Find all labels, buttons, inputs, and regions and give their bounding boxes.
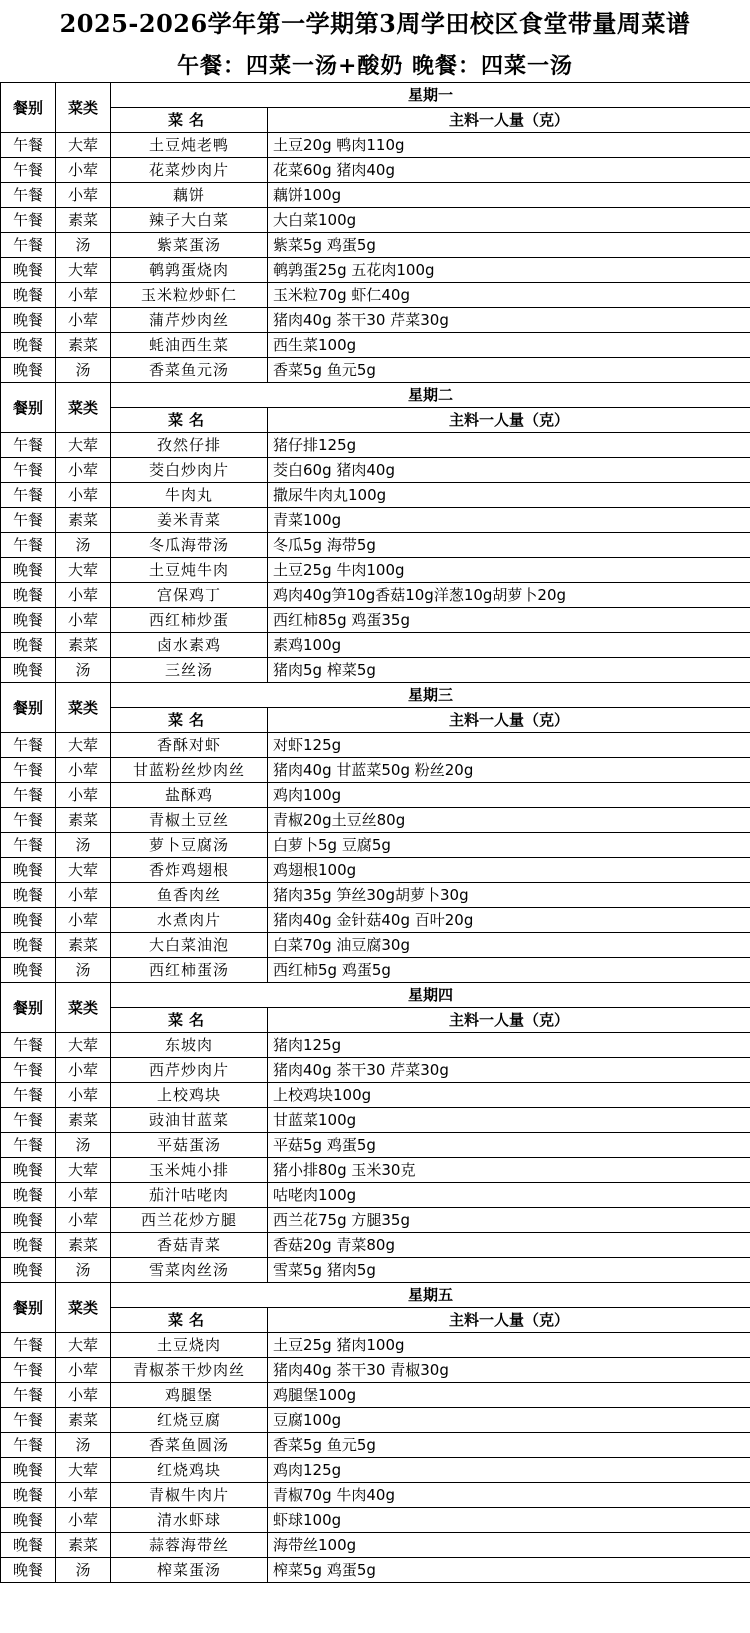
- meal-cell: 晚餐: [1, 858, 56, 883]
- category-cell: 小荤: [56, 583, 111, 608]
- dish-name-cell: 西红柿蛋汤: [111, 958, 268, 983]
- column-header-row: [1, 1308, 750, 1333]
- dish-column-header: 菜名: [111, 408, 268, 433]
- ingredients-cell: 对虾125g: [268, 733, 750, 758]
- ingredients-cell: 西兰花75g 方腿35g: [268, 1208, 750, 1233]
- table-row: [1, 958, 750, 983]
- dish-name-cell: 萝卜豆腐汤: [111, 833, 268, 858]
- dish-name-cell: 香菇青菜: [111, 1233, 268, 1258]
- category-cell: 小荤: [56, 758, 111, 783]
- day-heading: 星期二: [111, 383, 750, 408]
- meal-cell: 午餐: [1, 1383, 56, 1408]
- dish-name-cell: 冬瓜海带汤: [111, 533, 268, 558]
- dish-name-cell: 宫保鸡丁: [111, 583, 268, 608]
- ingredients-cell: 鸡肉125g: [268, 1458, 750, 1483]
- ingredients-cell: 西红柿5g 鸡蛋5g: [268, 958, 750, 983]
- category-cell: 素菜: [56, 1408, 111, 1433]
- dish-name-cell: 盐酥鸡: [111, 783, 268, 808]
- meal-cell: 午餐: [1, 1358, 56, 1383]
- meal-cell: 午餐: [1, 758, 56, 783]
- table-row: [1, 158, 750, 183]
- dish-name-cell: 红烧鸡块: [111, 1458, 268, 1483]
- dish-name-cell: 香菜鱼圆汤: [111, 1433, 268, 1458]
- ingredients-cell: 猪肉40g 茶干30 芹菜30g: [268, 1058, 750, 1083]
- dish-column-header: 菜名: [111, 708, 268, 733]
- dish-name-cell: 东坡肉: [111, 1033, 268, 1058]
- ingredients-cell: 青椒20g土豆丝80g: [268, 808, 750, 833]
- table-row: [1, 608, 750, 633]
- category-cell: 素菜: [56, 508, 111, 533]
- ingredients-cell: 西生菜100g: [268, 333, 750, 358]
- meal-cell: 午餐: [1, 1108, 56, 1133]
- meal-cell: 午餐: [1, 783, 56, 808]
- meal-cell: 晚餐: [1, 1208, 56, 1233]
- table-row: [1, 1258, 750, 1283]
- table-row: [1, 1133, 750, 1158]
- table-row: [1, 883, 750, 908]
- meal-cell: 午餐: [1, 808, 56, 833]
- ingredients-cell: 榨菜5g 鸡蛋5g: [268, 1558, 750, 1583]
- meal-column-header: 餐别: [1, 983, 56, 1033]
- ingredients-cell: 猪肉40g 金针菇40g 百叶20g: [268, 908, 750, 933]
- table-row: [1, 533, 750, 558]
- day-header-row: [1, 383, 750, 408]
- category-column-header: 菜类: [56, 83, 111, 133]
- dish-name-cell: 红烧豆腐: [111, 1408, 268, 1433]
- category-cell: 汤: [56, 1558, 111, 1583]
- dish-name-cell: 大白菜油泡: [111, 933, 268, 958]
- meal-cell: 晚餐: [1, 1533, 56, 1558]
- table-row: [1, 1108, 750, 1133]
- dish-name-cell: 玉米粒炒虾仁: [111, 283, 268, 308]
- meal-column-header: 餐别: [1, 1283, 56, 1333]
- meal-cell: 午餐: [1, 433, 56, 458]
- category-cell: 小荤: [56, 283, 111, 308]
- category-cell: 小荤: [56, 158, 111, 183]
- meal-cell: 午餐: [1, 133, 56, 158]
- dish-name-cell: 辣子大白菜: [111, 208, 268, 233]
- category-cell: 小荤: [56, 1383, 111, 1408]
- ingredients-cell: 土豆20g 鸭肉110g: [268, 133, 750, 158]
- category-cell: 大荤: [56, 1458, 111, 1483]
- meal-cell: 晚餐: [1, 333, 56, 358]
- ingredients-cell: 鹌鹑蛋25g 五花肉100g: [268, 258, 750, 283]
- category-cell: 素菜: [56, 1533, 111, 1558]
- meal-cell: 晚餐: [1, 908, 56, 933]
- table-row: [1, 1033, 750, 1058]
- dish-name-cell: 孜然仔排: [111, 433, 268, 458]
- dish-name-cell: 蒲芹炒肉丝: [111, 308, 268, 333]
- meal-cell: 午餐: [1, 483, 56, 508]
- ingredients-cell: 鸡腿堡100g: [268, 1383, 750, 1408]
- dish-name-cell: 鸡腿堡: [111, 1383, 268, 1408]
- dish-name-cell: 榨菜蛋汤: [111, 1558, 268, 1583]
- ingredients-cell: 青菜100g: [268, 508, 750, 533]
- category-cell: 汤: [56, 533, 111, 558]
- table-row: [1, 783, 750, 808]
- category-cell: 素菜: [56, 208, 111, 233]
- page-title: 2025-2026学年第一学期第3周学田校区食堂带量周菜谱: [59, 8, 691, 38]
- table-row: [1, 1083, 750, 1108]
- dish-name-cell: 藕饼: [111, 183, 268, 208]
- ingredients-column-header: 主料一人量（克）: [268, 1008, 750, 1033]
- category-cell: 素菜: [56, 933, 111, 958]
- dish-name-cell: 水煮肉片: [111, 908, 268, 933]
- dish-name-cell: 青椒牛肉片: [111, 1483, 268, 1508]
- ingredients-cell: 虾球100g: [268, 1508, 750, 1533]
- dish-name-cell: 上校鸡块: [111, 1083, 268, 1108]
- category-cell: 小荤: [56, 608, 111, 633]
- dish-name-cell: 紫菜蛋汤: [111, 233, 268, 258]
- dish-name-cell: 香菜鱼元汤: [111, 358, 268, 383]
- ingredients-cell: 猪肉40g 茶干30 青椒30g: [268, 1358, 750, 1383]
- meal-cell: 晚餐: [1, 308, 56, 333]
- category-cell: 素菜: [56, 333, 111, 358]
- ingredients-cell: 鸡翅根100g: [268, 858, 750, 883]
- table-row: [1, 1358, 750, 1383]
- ingredients-cell: 猪肉35g 笋丝30g胡萝卜30g: [268, 883, 750, 908]
- table-row: [1, 433, 750, 458]
- table-row: [1, 1483, 750, 1508]
- category-cell: 大荤: [56, 133, 111, 158]
- dish-name-cell: 清水虾球: [111, 1508, 268, 1533]
- dish-name-cell: 青椒土豆丝: [111, 808, 268, 833]
- meal-column-header: 餐别: [1, 383, 56, 433]
- dish-name-cell: 蒜蓉海带丝: [111, 1533, 268, 1558]
- dish-name-cell: 西红柿炒蛋: [111, 608, 268, 633]
- ingredients-cell: 花菜60g 猪肉40g: [268, 158, 750, 183]
- ingredients-cell: 猪肉40g 甘蓝菜50g 粉丝20g: [268, 758, 750, 783]
- ingredients-cell: 猪肉40g 茶干30 芹菜30g: [268, 308, 750, 333]
- category-cell: 小荤: [56, 483, 111, 508]
- table-row: [1, 633, 750, 658]
- category-cell: 小荤: [56, 1358, 111, 1383]
- table-row: [1, 1233, 750, 1258]
- table-row: [1, 1333, 750, 1358]
- category-cell: 汤: [56, 233, 111, 258]
- category-cell: 汤: [56, 833, 111, 858]
- ingredients-cell: 豆腐100g: [268, 1408, 750, 1433]
- table-row: [1, 558, 750, 583]
- table-row: [1, 1183, 750, 1208]
- table-row: [1, 1433, 750, 1458]
- dish-name-cell: 卤水素鸡: [111, 633, 268, 658]
- table-row: [1, 1158, 750, 1183]
- meal-column-header: 餐别: [1, 683, 56, 733]
- dish-name-cell: 土豆烧肉: [111, 1333, 268, 1358]
- ingredients-column-header: 主料一人量（克）: [268, 408, 750, 433]
- meal-cell: 晚餐: [1, 1558, 56, 1583]
- dish-column-header: 菜名: [111, 1308, 268, 1333]
- table-row: [1, 1408, 750, 1433]
- meal-cell: 晚餐: [1, 258, 56, 283]
- ingredients-cell: 猪肉5g 榨菜5g: [268, 658, 750, 683]
- category-cell: 小荤: [56, 1508, 111, 1533]
- dish-name-cell: 花菜炒肉片: [111, 158, 268, 183]
- dish-name-cell: 鹌鹑蛋烧肉: [111, 258, 268, 283]
- meal-cell: 晚餐: [1, 558, 56, 583]
- meal-cell: 晚餐: [1, 633, 56, 658]
- column-header-row: [1, 1008, 750, 1033]
- meal-cell: 午餐: [1, 183, 56, 208]
- category-cell: 素菜: [56, 1108, 111, 1133]
- table-row: [1, 1208, 750, 1233]
- ingredients-cell: 雪菜5g 猪肉5g: [268, 1258, 750, 1283]
- meal-column-header: 餐别: [1, 83, 56, 133]
- dish-name-cell: 雪菜肉丝汤: [111, 1258, 268, 1283]
- meal-cell: 晚餐: [1, 283, 56, 308]
- meal-cell: 午餐: [1, 1133, 56, 1158]
- table-row: [1, 583, 750, 608]
- table-row: [1, 658, 750, 683]
- ingredients-cell: 撒尿牛肉丸100g: [268, 483, 750, 508]
- dish-name-cell: 甘蓝粉丝炒肉丝: [111, 758, 268, 783]
- category-cell: 大荤: [56, 433, 111, 458]
- category-cell: 大荤: [56, 1158, 111, 1183]
- ingredients-cell: 茭白60g 猪肉40g: [268, 458, 750, 483]
- meal-cell: 晚餐: [1, 1458, 56, 1483]
- ingredients-cell: 猪仔排125g: [268, 433, 750, 458]
- meal-cell: 晚餐: [1, 1183, 56, 1208]
- dish-name-cell: 香炸鸡翅根: [111, 858, 268, 883]
- category-cell: 小荤: [56, 908, 111, 933]
- meal-cell: 晚餐: [1, 358, 56, 383]
- ingredients-cell: 土豆25g 牛肉100g: [268, 558, 750, 583]
- meal-cell: 午餐: [1, 1433, 56, 1458]
- meal-cell: 晚餐: [1, 1508, 56, 1533]
- dish-column-header: 菜名: [111, 108, 268, 133]
- category-cell: 汤: [56, 1133, 111, 1158]
- ingredients-cell: 白菜70g 油豆腐30g: [268, 933, 750, 958]
- dish-name-cell: 青椒茶干炒肉丝: [111, 1358, 268, 1383]
- dish-name-cell: 蚝油西生菜: [111, 333, 268, 358]
- category-cell: 小荤: [56, 1058, 111, 1083]
- meal-cell: 午餐: [1, 1333, 56, 1358]
- table-row: [1, 308, 750, 333]
- ingredients-cell: 西红柿85g 鸡蛋35g: [268, 608, 750, 633]
- day-heading: 星期四: [111, 983, 750, 1008]
- dish-name-cell: 鱼香肉丝: [111, 883, 268, 908]
- ingredients-cell: 玉米粒70g 虾仁40g: [268, 283, 750, 308]
- table-row: [1, 758, 750, 783]
- ingredients-cell: 猪小排80g 玉米30克: [268, 1158, 750, 1183]
- ingredients-column-header: 主料一人量（克）: [268, 1308, 750, 1333]
- table-row: [1, 1458, 750, 1483]
- category-cell: 小荤: [56, 783, 111, 808]
- dish-name-cell: 茄汁咕咾肉: [111, 1183, 268, 1208]
- ingredients-cell: 藕饼100g: [268, 183, 750, 208]
- dish-column-header: 菜名: [111, 1008, 268, 1033]
- ingredients-cell: 白萝卜5g 豆腐5g: [268, 833, 750, 858]
- table-row: [1, 1508, 750, 1533]
- dish-name-cell: 茭白炒肉片: [111, 458, 268, 483]
- day-heading: 星期三: [111, 683, 750, 708]
- menu-table-body: [1, 83, 750, 1583]
- category-cell: 小荤: [56, 1083, 111, 1108]
- column-header-row: [1, 708, 750, 733]
- dish-name-cell: 香酥对虾: [111, 733, 268, 758]
- table-row: [1, 508, 750, 533]
- meal-cell: 晚餐: [1, 1158, 56, 1183]
- ingredients-cell: 甘蓝菜100g: [268, 1108, 750, 1133]
- category-cell: 小荤: [56, 1483, 111, 1508]
- category-cell: 汤: [56, 958, 111, 983]
- dish-name-cell: 姜米青菜: [111, 508, 268, 533]
- ingredients-cell: 青椒70g 牛肉40g: [268, 1483, 750, 1508]
- meal-cell: 午餐: [1, 158, 56, 183]
- table-row: [1, 1558, 750, 1583]
- category-cell: 素菜: [56, 808, 111, 833]
- table-row: [1, 733, 750, 758]
- ingredients-cell: 鸡肉40g笋10g香菇10g洋葱10g胡萝卜20g: [268, 583, 750, 608]
- category-cell: 汤: [56, 1258, 111, 1283]
- table-row: [1, 283, 750, 308]
- meal-cell: 午餐: [1, 833, 56, 858]
- category-cell: 小荤: [56, 883, 111, 908]
- dish-name-cell: 牛肉丸: [111, 483, 268, 508]
- ingredients-cell: 香菜5g 鱼元5g: [268, 1433, 750, 1458]
- ingredients-cell: 香菜5g 鱼元5g: [268, 358, 750, 383]
- category-cell: 素菜: [56, 633, 111, 658]
- table-row: [1, 258, 750, 283]
- ingredients-cell: 素鸡100g: [268, 633, 750, 658]
- table-row: [1, 858, 750, 883]
- dish-name-cell: 豉油甘蓝菜: [111, 1108, 268, 1133]
- ingredients-cell: 咕咾肉100g: [268, 1183, 750, 1208]
- meal-cell: 晚餐: [1, 658, 56, 683]
- day-header-row: [1, 1283, 750, 1308]
- ingredients-cell: 平菇5g 鸡蛋5g: [268, 1133, 750, 1158]
- meal-cell: 午餐: [1, 233, 56, 258]
- category-column-header: 菜类: [56, 1283, 111, 1333]
- table-row: [1, 208, 750, 233]
- category-cell: 大荤: [56, 733, 111, 758]
- table-row: [1, 358, 750, 383]
- table-row: [1, 908, 750, 933]
- table-row: [1, 333, 750, 358]
- meal-cell: 晚餐: [1, 1233, 56, 1258]
- meal-cell: 午餐: [1, 508, 56, 533]
- meal-cell: 晚餐: [1, 583, 56, 608]
- day-header-row: [1, 983, 750, 1008]
- column-header-row: [1, 108, 750, 133]
- ingredients-cell: 香菇20g 青菜80g: [268, 1233, 750, 1258]
- table-row: [1, 933, 750, 958]
- column-header-row: [1, 408, 750, 433]
- ingredients-cell: 冬瓜5g 海带5g: [268, 533, 750, 558]
- table-row: [1, 483, 750, 508]
- page-subtitle: 午餐：四菜一汤+酸奶 晚餐：四菜一汤: [176, 52, 574, 79]
- table-row: [1, 1533, 750, 1558]
- category-column-header: 菜类: [56, 683, 111, 733]
- ingredients-cell: 鸡肉100g: [268, 783, 750, 808]
- category-cell: 小荤: [56, 458, 111, 483]
- meal-cell: 午餐: [1, 1033, 56, 1058]
- dish-name-cell: 西兰花炒方腿: [111, 1208, 268, 1233]
- ingredients-cell: 土豆25g 猪肉100g: [268, 1333, 750, 1358]
- category-cell: 大荤: [56, 558, 111, 583]
- category-cell: 小荤: [56, 1183, 111, 1208]
- category-cell: 大荤: [56, 858, 111, 883]
- meal-cell: 晚餐: [1, 883, 56, 908]
- dish-name-cell: 西芹炒肉片: [111, 1058, 268, 1083]
- category-cell: 汤: [56, 658, 111, 683]
- dish-name-cell: 三丝汤: [111, 658, 268, 683]
- category-cell: 大荤: [56, 258, 111, 283]
- meal-cell: 晚餐: [1, 933, 56, 958]
- meal-cell: 晚餐: [1, 958, 56, 983]
- ingredients-cell: 紫菜5g 鸡蛋5g: [268, 233, 750, 258]
- ingredients-column-header: 主料一人量（克）: [268, 708, 750, 733]
- meal-cell: 午餐: [1, 533, 56, 558]
- meal-cell: 午餐: [1, 208, 56, 233]
- meal-cell: 午餐: [1, 1408, 56, 1433]
- table-row: [1, 1058, 750, 1083]
- category-column-header: 菜类: [56, 983, 111, 1033]
- category-cell: 汤: [56, 1433, 111, 1458]
- meal-cell: 午餐: [1, 1083, 56, 1108]
- table-row: [1, 833, 750, 858]
- ingredients-cell: 猪肉125g: [268, 1033, 750, 1058]
- ingredients-column-header: 主料一人量（克）: [268, 108, 750, 133]
- meal-cell: 晚餐: [1, 1483, 56, 1508]
- table-row: [1, 808, 750, 833]
- table-row: [1, 233, 750, 258]
- meal-cell: 午餐: [1, 733, 56, 758]
- category-cell: 素菜: [56, 1233, 111, 1258]
- category-cell: 小荤: [56, 183, 111, 208]
- meal-cell: 晚餐: [1, 1258, 56, 1283]
- table-row: [1, 133, 750, 158]
- day-header-row: [1, 683, 750, 708]
- dish-name-cell: 玉米炖小排: [111, 1158, 268, 1183]
- category-column-header: 菜类: [56, 383, 111, 433]
- day-header-row: [1, 83, 750, 108]
- day-heading: 星期一: [111, 83, 750, 108]
- dish-name-cell: 土豆炖老鸭: [111, 133, 268, 158]
- meal-cell: 午餐: [1, 458, 56, 483]
- category-cell: 大荤: [56, 1033, 111, 1058]
- ingredients-cell: 大白菜100g: [268, 208, 750, 233]
- category-cell: 小荤: [56, 308, 111, 333]
- dish-name-cell: 土豆炖牛肉: [111, 558, 268, 583]
- meal-cell: 晚餐: [1, 608, 56, 633]
- category-cell: 小荤: [56, 1208, 111, 1233]
- table-row: [1, 183, 750, 208]
- table-row: [1, 458, 750, 483]
- category-cell: 大荤: [56, 1333, 111, 1358]
- ingredients-cell: 海带丝100g: [268, 1533, 750, 1558]
- dish-name-cell: 平菇蛋汤: [111, 1133, 268, 1158]
- menu-table: [0, 82, 750, 1583]
- meal-cell: 午餐: [1, 1058, 56, 1083]
- table-row: [1, 1383, 750, 1408]
- category-cell: 汤: [56, 358, 111, 383]
- day-heading: 星期五: [111, 1283, 750, 1308]
- ingredients-cell: 上校鸡块100g: [268, 1083, 750, 1108]
